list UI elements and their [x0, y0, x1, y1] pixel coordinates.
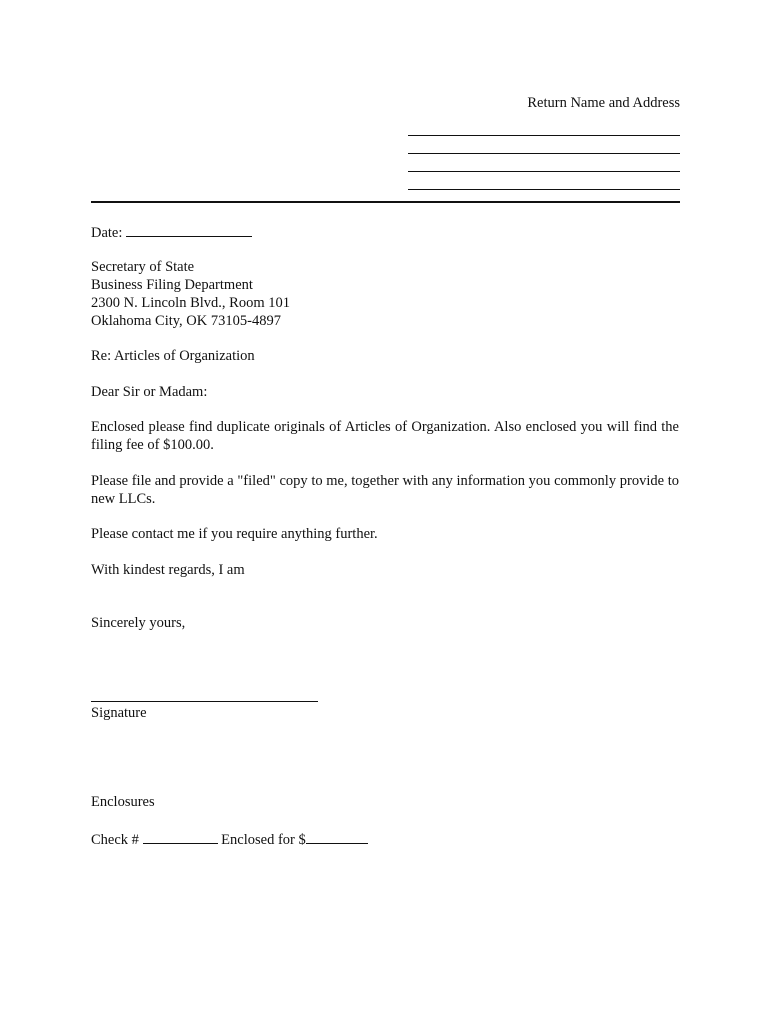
date-blank [126, 222, 252, 237]
enclosures-label: Enclosures [91, 794, 155, 810]
re-line: Re: Articles of Organization [91, 348, 255, 364]
recipient-address [91, 258, 679, 330]
check-number-blank [143, 829, 218, 844]
check-amount-blank [306, 829, 368, 844]
signature-label: Signature [91, 705, 147, 721]
closing: Sincerely yours, [91, 615, 186, 631]
recipient-line-1: Secretary of State [91, 259, 195, 275]
return-address-block [408, 94, 680, 190]
signature-line [91, 701, 318, 702]
paragraph-contact: Please contact me if you require anything further. [91, 526, 378, 542]
date-label: Date: [91, 225, 123, 241]
paragraph-file-request: Please file and provide a "filed" copy to me, together with any information you commonly provide to new LLCs. [91, 473, 679, 507]
return-address-line-3 [408, 154, 680, 172]
salutation: Dear Sir or Madam: [91, 384, 208, 400]
return-address-title: Return Name and Address [527, 95, 680, 111]
return-address-line-2 [408, 136, 680, 154]
check-prefix: Check # [91, 832, 139, 848]
recipient-line-3: 2300 N. Lincoln Blvd., Room 101 [91, 295, 290, 311]
paragraph-enclosed: Enclosed please find duplicate originals of Articles of Organization. Also enclosed you will find the filing fee of $100.00. [91, 419, 679, 453]
date-line [91, 222, 679, 242]
return-address-line-1 [408, 118, 680, 136]
check-enclosed-for: Enclosed for $ [221, 832, 306, 848]
check-line [91, 829, 679, 849]
recipient-line-2: Business Filing Department [91, 277, 253, 293]
header-divider [91, 201, 680, 203]
return-address-line-4 [408, 172, 680, 190]
paragraph-regards: With kindest regards, I am [91, 562, 245, 578]
recipient-line-4: Oklahoma City, OK 73105-4897 [91, 313, 281, 329]
